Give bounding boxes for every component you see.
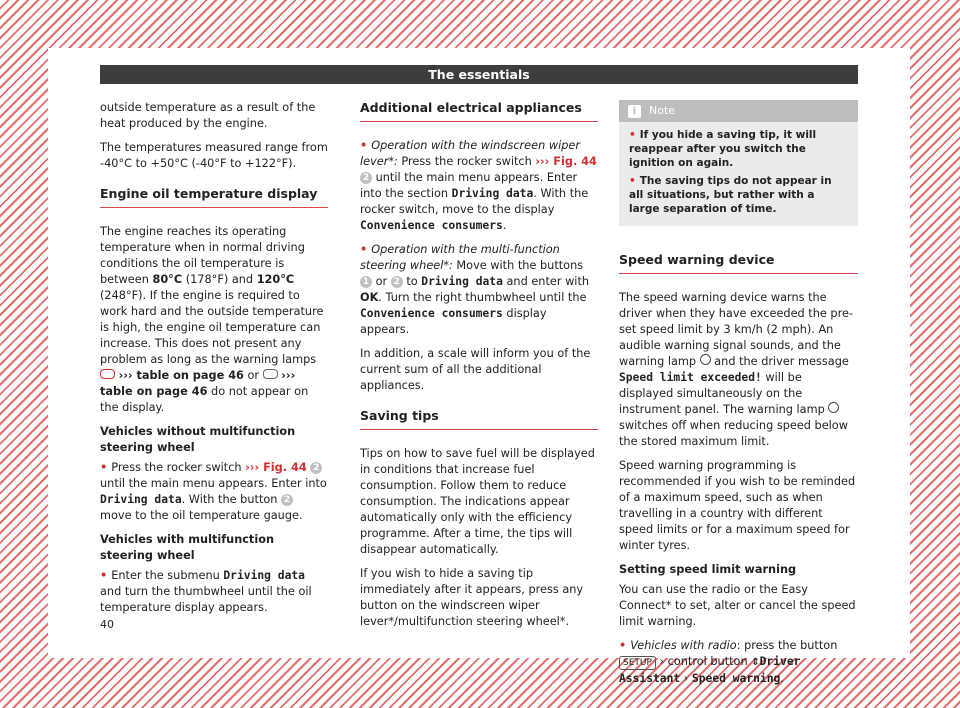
figure-reference-link[interactable]: ››› Fig. 44: [535, 155, 597, 168]
bullet-icon: •: [629, 129, 636, 141]
text: switches off when reducing speed below the stored maximum limit.: [619, 419, 848, 448]
text-italic: Operation with the windscreen wiper lever*:: [360, 139, 580, 168]
bullet-icon: •: [360, 139, 368, 152]
column-2: [360, 100, 598, 638]
section-title-oil-temperature: Engine oil temperature display: [100, 186, 328, 208]
text: Enter the submenu: [111, 569, 224, 582]
bullet-icon: •: [629, 175, 636, 187]
callout-number: 2: [281, 494, 293, 506]
page-reference-link[interactable]: ››› table on page 46: [118, 369, 244, 382]
page-reference-link[interactable]: ››› table on page 46: [100, 369, 296, 398]
text: .: [502, 219, 507, 232]
text: › control button: [655, 655, 752, 668]
note-label: Note: [649, 104, 676, 117]
bullet-item: [360, 138, 598, 234]
bullet-item: [100, 460, 328, 524]
display-text: Speed warning: [691, 672, 781, 685]
page-number: 40: [100, 618, 114, 631]
text: or: [243, 369, 263, 382]
text: The engine reaches its operating temperature when in normal driving conditions the oil temperature is between: [100, 225, 305, 286]
section-title-electrical-appliances: Additional electrical appliances: [360, 100, 598, 122]
note-bullet: [629, 128, 848, 170]
text: . With the button: [181, 493, 282, 506]
text: will be displayed simultaneously on the instrument panel. The warning lamp: [619, 371, 829, 416]
display-text: Driving data: [451, 187, 534, 200]
section-title-saving-tips: Saving tips: [360, 408, 598, 430]
text: do not appear on the display.: [100, 385, 309, 414]
bullet-item: [619, 638, 858, 687]
callout-number: 1: [360, 276, 372, 288]
column-1: [100, 100, 328, 624]
text: Move with the buttons: [452, 259, 584, 272]
paragraph: outside temperature as a result of the heat produced by the engine.: [100, 101, 316, 130]
setup-button-label: SETUP: [619, 656, 656, 670]
note-body: [619, 122, 858, 226]
chapter-header: The essentials: [100, 65, 858, 84]
text-bold: 80°C: [152, 273, 183, 286]
text: to: [402, 275, 422, 288]
text: and enter with: [502, 275, 590, 288]
bullet-icon: •: [100, 569, 108, 582]
text: (248°F). If the engine is required to work hard and the outside temperature is high, the engine oil temperature can increase. This does not present any problem as long as the warning lamps: [100, 289, 324, 366]
text-bold: 120°C: [256, 273, 295, 286]
paragraph: The temperatures measured range from -40°C to +50°C (-40°F to +122°F).: [100, 141, 328, 170]
speed-warning-lamp-icon: [700, 354, 711, 365]
text: The speed warning device warns the driver when they have exceeded the pre-set speed limit by 3 km/h (2 mph). An audible warning signal sounds, and the warning lamp: [619, 291, 854, 368]
note-bullet: [629, 174, 848, 216]
text-bold: OK: [360, 291, 379, 304]
column-3: [619, 100, 858, 695]
bullet-icon: •: [619, 639, 627, 652]
paragraph: If you wish to hide a saving tip immediately after it appears, press any button on the windscreen wiper lever*/multifunction steering wheel*.: [360, 567, 584, 628]
text: ›: [680, 672, 692, 685]
text: and turn the thumbwheel until the oil temperature display appears.: [100, 585, 312, 614]
text: display appears.: [360, 307, 547, 336]
subheading-without-mfsw: Vehicles without multifunction steering wheel: [100, 425, 296, 454]
bullet-item: [100, 568, 328, 616]
subheading-setting-speed-limit: Setting speed limit warning: [619, 563, 797, 576]
info-icon: i: [628, 105, 641, 118]
section-title-speed-warning: Speed warning device: [619, 252, 858, 274]
figure-reference-link[interactable]: ››› Fig. 44: [245, 461, 307, 474]
manual-page: [48, 48, 910, 685]
text: move to the oil temperature gauge.: [100, 509, 303, 522]
note-header: [619, 100, 858, 122]
text: .: [780, 672, 784, 685]
note-box: [619, 100, 858, 226]
text: or: [372, 275, 391, 288]
display-text: Convenience consumers: [360, 307, 503, 320]
text: . Turn the right thumbwheel until the: [378, 291, 587, 304]
paragraph: Speed warning programming is recommended if you wish to be reminded of a maximum speed, such as when travelling in a country with different speed limits or for a maximum speed for winter tyres.: [619, 459, 856, 552]
bullet-icon: •: [100, 461, 108, 474]
paragraph-oil-temperature: [100, 224, 328, 416]
display-text: Convenience consumers: [360, 219, 503, 232]
text: If you hide a saving tip, it will reappear after you switch the ignition on again.: [629, 129, 817, 169]
speed-warning-lamp-icon: [828, 402, 839, 413]
display-text: Driving data: [223, 569, 305, 582]
text: Press the rocker switch: [397, 155, 536, 168]
subheading-with-mfsw: Vehicles with multifunction steering wheel: [100, 533, 275, 562]
oil-temperature-warning-icon: [100, 369, 115, 379]
display-text: Driving data: [100, 493, 182, 506]
text: until the main menu appears. Enter into: [100, 477, 327, 490]
text: The saving tips do not appear in all situations, but rather with a large separation of time.: [629, 175, 832, 215]
text: Press the rocker switch: [111, 461, 246, 474]
display-text: Driver Assistant: [619, 655, 801, 685]
paragraph: You can use the radio or the Easy Connect* to set, alter or cancel the speed limit warning.: [619, 583, 856, 628]
callout-number: 2: [360, 172, 372, 184]
display-text: Speed limit exceeded!: [619, 371, 762, 384]
callout-number: 2: [391, 276, 403, 288]
text: until the main menu appears. Enter into the section: [360, 171, 578, 200]
oil-temperature-sensor-icon: [263, 369, 278, 379]
paragraph: [619, 290, 858, 450]
text: and the driver message: [710, 355, 849, 368]
text: (178°F) and: [182, 273, 257, 286]
callout-number: 2: [310, 462, 322, 474]
text: : press the button: [736, 639, 838, 652]
bullet-item: [360, 242, 598, 338]
paragraph: Tips on how to save fuel will be displayed in conditions that increase fuel consumption. Follow them to reduce consumption. The indications appear automatically only with the efficiency programme. After a time, the tips will disappear automatically.: [360, 447, 595, 556]
paragraph: In addition, a scale will inform you of the current sum of all the additional appliances.: [360, 347, 591, 392]
text-italic: Vehicles with radio: [630, 639, 737, 652]
bullet-icon: •: [360, 243, 368, 256]
text: . With the rocker switch, move to the display: [360, 187, 589, 216]
display-text: Driving data: [421, 275, 503, 288]
text-italic: Operation with the multi-function steering wheel*:: [360, 243, 560, 272]
up-down-arrows-icon: ⇕: [751, 657, 760, 668]
